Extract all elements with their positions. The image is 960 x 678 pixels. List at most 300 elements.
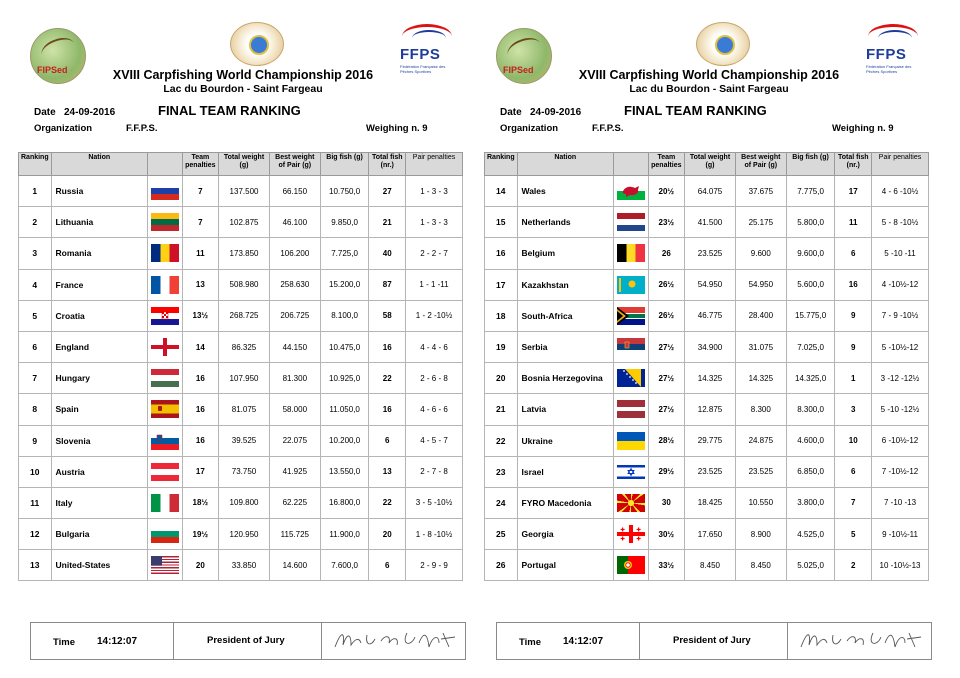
flag-georgia-icon [617,525,645,543]
flag-cell [614,425,649,456]
total-weight-cell: 81.075 [219,394,270,425]
total-weight-cell: 17.650 [685,519,736,550]
total-weight-cell: 23.525 [685,238,736,269]
total-weight-cell: 33.850 [219,550,270,581]
team-penalties-cell: 16 [182,363,219,394]
total-weight-cell: 109.800 [219,487,270,518]
nation-cell: Georgia [517,519,614,550]
best-weight-pair-cell: 46.100 [269,207,320,238]
flag-cell [148,487,183,518]
team-penalties-cell: 27½ [648,394,685,425]
total-fish-cell: 16 [835,269,872,300]
table-row [19,207,463,238]
col-team-penalties: Team penalties [648,153,685,176]
col-ranking: Ranking [19,153,52,176]
best-weight-pair-cell: 44.150 [269,331,320,362]
pair-penalties-cell: 3 -12 -12½ [872,363,929,394]
pair-penalties-cell: 6 -10½-12 [872,425,929,456]
rank-cell: 13 [19,550,52,581]
col-nation: Nation [51,153,148,176]
big-fish-cell: 16.800,0 [320,487,369,518]
nation-cell: United-States [51,550,148,581]
big-fish-cell: 4.525,0 [786,519,835,550]
team-penalties-cell: 14 [182,331,219,362]
flag-cell [614,300,649,331]
total-fish-cell: 7 [835,487,872,518]
total-weight-cell: 39.525 [219,425,270,456]
rank-cell: 2 [19,207,52,238]
big-fish-cell: 8.300,0 [786,394,835,425]
total-fish-cell: 40 [369,238,406,269]
best-weight-pair-cell: 28.400 [735,300,786,331]
document-title: XVIII Carpfishing World Championship 2016 [578,68,840,82]
best-weight-pair-cell: 115.725 [269,519,320,550]
flag-cell [148,300,183,331]
total-fish-cell: 6 [369,425,406,456]
col-ranking: Ranking [485,153,518,176]
total-fish-cell: 9 [835,331,872,362]
organization-label: Organization [34,123,93,134]
rank-cell: 21 [485,394,518,425]
total-fish-cell: 87 [369,269,406,300]
table-row [485,363,929,394]
pair-penalties-cell: 1 - 3 - 3 [406,207,463,238]
total-weight-cell: 41.500 [685,207,736,238]
ranking-sheet-left [18,0,466,678]
big-fish-cell: 10.475,0 [320,331,369,362]
best-weight-pair-cell: 37.675 [735,176,786,207]
flag-cell [148,363,183,394]
pair-penalties-cell: 3 - 5 -10½ [406,487,463,518]
table-row [485,176,929,207]
col-total-weight: Total weight (g) [685,153,736,176]
nation-cell: Wales [517,176,614,207]
nation-cell: Hungary [51,363,148,394]
total-fish-cell: 6 [835,456,872,487]
nation-cell: Serbia [517,331,614,362]
total-fish-cell: 21 [369,207,406,238]
big-fish-cell: 13.550,0 [320,456,369,487]
total-fish-cell: 22 [369,487,406,518]
nation-cell: Israel [517,456,614,487]
big-fish-cell: 5.025,0 [786,550,835,581]
total-weight-cell: 8.450 [685,550,736,581]
date-label: Date [34,107,56,118]
best-weight-pair-cell: 14.600 [269,550,320,581]
nation-cell: Romania [51,238,148,269]
flag-cell [614,519,649,550]
total-fish-cell: 6 [369,550,406,581]
big-fish-cell: 7.725,0 [320,238,369,269]
best-weight-pair-cell: 25.175 [735,207,786,238]
table-row [485,207,929,238]
table-row [485,425,929,456]
team-penalties-cell: 29½ [648,456,685,487]
big-fish-cell: 10.200,0 [320,425,369,456]
team-penalties-cell: 27½ [648,363,685,394]
rank-cell: 9 [19,425,52,456]
championship-emblem [696,22,750,66]
total-fish-cell: 17 [835,176,872,207]
total-weight-cell: 29.775 [685,425,736,456]
pair-penalties-cell: 4 - 6 - 6 [406,394,463,425]
flag-cell [148,550,183,581]
signature [797,625,927,655]
best-weight-pair-cell: 8.450 [735,550,786,581]
col-big-fish: Big fish (g) [786,153,835,176]
big-fish-cell: 8.100,0 [320,300,369,331]
total-weight-cell: 102.875 [219,207,270,238]
rank-cell: 1 [19,176,52,207]
col-nation: Nation [517,153,614,176]
team-penalties-cell: 23½ [648,207,685,238]
big-fish-cell: 10.750,0 [320,176,369,207]
team-penalties-cell: 7 [182,176,219,207]
flag-england-icon [151,338,179,356]
big-fish-cell: 4.600,0 [786,425,835,456]
big-fish-cell: 6.850,0 [786,456,835,487]
team-penalties-cell: 7 [182,207,219,238]
championship-emblem [230,22,284,66]
flag-usa-icon [151,556,179,574]
flag-cell [148,456,183,487]
total-weight-cell: 34.900 [685,331,736,362]
flag-cell [148,207,183,238]
total-weight-cell: 14.325 [685,363,736,394]
best-weight-pair-cell: 10.550 [735,487,786,518]
nation-cell: Belgium [517,238,614,269]
flag-austria-icon [151,463,179,481]
time-label: Time [53,637,76,648]
total-weight-cell: 86.325 [219,331,270,362]
total-weight-cell: 508.980 [219,269,270,300]
flag-cell [614,238,649,269]
nation-cell: England [51,331,148,362]
flag-netherlands-icon [617,213,645,231]
rank-cell: 23 [485,456,518,487]
flag-cell [614,456,649,487]
date-value: 24-09-2016 [64,107,116,118]
big-fish-cell: 5.600,0 [786,269,835,300]
pair-penalties-cell: 2 - 2 - 7 [406,238,463,269]
flag-cell [614,550,649,581]
pair-penalties-cell: 1 - 2 -10½ [406,300,463,331]
nation-cell: Portugal [517,550,614,581]
table-row [19,394,463,425]
flag-croatia-icon [151,307,179,325]
total-fish-cell: 22 [369,363,406,394]
total-weight-cell: 64.075 [685,176,736,207]
big-fish-cell: 15.775,0 [786,300,835,331]
big-fish-cell: 9.850,0 [320,207,369,238]
total-weight-cell: 137.500 [219,176,270,207]
rank-cell: 8 [19,394,52,425]
total-weight-cell: 173.850 [219,238,270,269]
team-penalties-cell: 19½ [182,519,219,550]
table-row [485,300,929,331]
weighing-number: Weighing n. 9 [366,123,428,134]
team-penalties-cell: 26½ [648,300,685,331]
team-penalties-cell: 26 [648,238,685,269]
nation-cell: France [51,269,148,300]
nation-cell: Austria [51,456,148,487]
table-row [485,394,929,425]
table-row [485,238,929,269]
best-weight-pair-cell: 258.630 [269,269,320,300]
weighing-number: Weighing n. 9 [832,123,894,134]
rank-cell: 6 [19,331,52,362]
flag-portugal-icon [617,556,645,574]
rank-cell: 17 [485,269,518,300]
table-row [485,331,929,362]
total-weight-cell: 12.875 [685,394,736,425]
team-penalties-cell: 30 [648,487,685,518]
team-penalties-cell: 16 [182,394,219,425]
best-weight-pair-cell: 14.325 [735,363,786,394]
total-fish-cell: 10 [835,425,872,456]
col-best-weight-pair: Best weight of Pair (g) [269,153,320,176]
team-penalties-cell: 30½ [648,519,685,550]
nation-cell: Lithuania [51,207,148,238]
rank-cell: 10 [19,456,52,487]
flag-italy-icon [151,494,179,512]
total-fish-cell: 2 [835,550,872,581]
big-fish-cell: 11.050,0 [320,394,369,425]
big-fish-cell: 3.800,0 [786,487,835,518]
report-title: FINAL TEAM RANKING [158,103,301,118]
rank-cell: 15 [485,207,518,238]
best-weight-pair-cell: 9.600 [735,238,786,269]
pair-penalties-cell: 4 - 6 -10½ [872,176,929,207]
time-value: 14:12:07 [97,636,138,647]
rank-cell: 24 [485,487,518,518]
team-penalties-cell: 18½ [182,487,219,518]
flag-france-icon [151,276,179,294]
nation-cell: FYRO Macedonia [517,487,614,518]
nation-cell: Spain [51,394,148,425]
team-penalties-cell: 13 [182,269,219,300]
rank-cell: 5 [19,300,52,331]
big-fish-cell: 7.600,0 [320,550,369,581]
rank-cell: 20 [485,363,518,394]
nation-cell: Bosnia Herzegovina [517,363,614,394]
col-big-fish: Big fish (g) [320,153,369,176]
flag-bulgaria-icon [151,525,179,543]
flag-serbia-icon [617,338,645,356]
pair-penalties-cell: 2 - 9 - 9 [406,550,463,581]
team-penalties-cell: 27½ [648,331,685,362]
document-subtitle: Lac du Bourdon - Saint Fargeau [163,83,323,95]
flag-cell [614,176,649,207]
total-fish-cell: 16 [369,331,406,362]
rank-cell: 25 [485,519,518,550]
best-weight-pair-cell: 41.925 [269,456,320,487]
big-fish-cell: 5.800,0 [786,207,835,238]
table-row [19,238,463,269]
table-row [19,456,463,487]
flag-cell [148,238,183,269]
col-flag [148,153,183,176]
nation-cell: Croatia [51,300,148,331]
total-fish-cell: 27 [369,176,406,207]
team-penalties-cell: 28½ [648,425,685,456]
big-fish-cell: 9.600,0 [786,238,835,269]
pair-penalties-cell: 10 -10½-13 [872,550,929,581]
big-fish-cell: 7.025,0 [786,331,835,362]
report-title: FINAL TEAM RANKING [624,103,767,118]
pair-penalties-cell: 2 - 6 - 8 [406,363,463,394]
flag-cell [614,207,649,238]
president-of-jury-label: President of Jury [673,635,751,646]
flag-bosnia-icon [617,369,645,387]
date-value: 24-09-2016 [530,107,582,118]
total-fish-cell: 58 [369,300,406,331]
table-row [19,269,463,300]
total-fish-cell: 6 [835,238,872,269]
nation-cell: Kazakhstan [517,269,614,300]
nation-cell: Bulgaria [51,519,148,550]
flag-hungary-icon [151,369,179,387]
rank-cell: 16 [485,238,518,269]
signature [331,625,461,655]
table-row [19,487,463,518]
organization-value: F.F.P.S. [592,123,624,134]
total-fish-cell: 20 [369,519,406,550]
rank-cell: 19 [485,331,518,362]
best-weight-pair-cell: 106.200 [269,238,320,269]
rank-cell: 14 [485,176,518,207]
pair-penalties-cell: 4 - 5 - 7 [406,425,463,456]
total-weight-cell: 120.950 [219,519,270,550]
fipsed-logo: FIPSed [30,28,86,84]
best-weight-pair-cell: 8.300 [735,394,786,425]
pair-penalties-cell: 5 -10 -12½ [872,394,929,425]
fipsed-logo: FIPSed [496,28,552,84]
total-weight-cell: 107.950 [219,363,270,394]
flag-cell [614,394,649,425]
nation-cell: Russia [51,176,148,207]
total-weight-cell: 46.775 [685,300,736,331]
rank-cell: 12 [19,519,52,550]
flag-cell [614,363,649,394]
team-penalties-cell: 17 [182,456,219,487]
nation-cell: South-Africa [517,300,614,331]
col-total-fish: Total fish (nr.) [835,153,872,176]
rank-cell: 22 [485,425,518,456]
rank-cell: 26 [485,550,518,581]
pair-penalties-cell: 1 - 1 -11 [406,269,463,300]
flag-cell [614,269,649,300]
pair-penalties-cell: 9 -10½-11 [872,519,929,550]
team-penalties-cell: 11 [182,238,219,269]
organization-value: F.F.P.S. [126,123,158,134]
table-row [19,300,463,331]
ranking-sheet-right [484,0,932,678]
document-subtitle: Lac du Bourdon - Saint Fargeau [629,83,789,95]
flag-cell [148,425,183,456]
ffps-logo: FFPS Fédération Française des Pêches Sportives [864,24,924,72]
best-weight-pair-cell: 206.725 [269,300,320,331]
flag-cell [614,331,649,362]
table-row [485,519,929,550]
pair-penalties-cell: 4 - 4 - 6 [406,331,463,362]
flag-southafrica-icon [617,307,645,325]
flag-spain-icon [151,400,179,418]
pair-penalties-cell: 7 -10½-12 [872,456,929,487]
col-best-weight-pair: Best weight of Pair (g) [735,153,786,176]
pair-penalties-cell: 7 -10 -13 [872,487,929,518]
table-row [19,331,463,362]
col-pair-penalties: Pair penalties [406,153,463,176]
total-weight-cell: 268.725 [219,300,270,331]
rank-cell: 11 [19,487,52,518]
best-weight-pair-cell: 8.900 [735,519,786,550]
footer-box [30,622,466,660]
table-row [19,550,463,581]
table-row [19,176,463,207]
total-fish-cell: 3 [835,394,872,425]
best-weight-pair-cell: 66.150 [269,176,320,207]
table-row [19,425,463,456]
col-flag [614,153,649,176]
big-fish-cell: 15.200,0 [320,269,369,300]
flag-wales-icon [617,182,645,200]
table-row [485,456,929,487]
col-total-fish: Total fish (nr.) [369,153,406,176]
ffps-logo: FFPS Fédération Française des Pêches Sportives [398,24,458,72]
date-label: Date [500,107,522,118]
flag-israel-icon [617,463,645,481]
flag-cell [614,487,649,518]
table-row [485,269,929,300]
nation-cell: Netherlands [517,207,614,238]
team-penalties-cell: 13½ [182,300,219,331]
table-row [19,519,463,550]
time-label: Time [519,637,542,648]
total-weight-cell: 54.950 [685,269,736,300]
ranking-table [484,152,929,581]
total-fish-cell: 16 [369,394,406,425]
best-weight-pair-cell: 23.525 [735,456,786,487]
ranking-table [18,152,463,581]
best-weight-pair-cell: 31.075 [735,331,786,362]
pair-penalties-cell: 5 - 8 -10½ [872,207,929,238]
nation-cell: Slovenia [51,425,148,456]
total-fish-cell: 11 [835,207,872,238]
pair-penalties-cell: 2 - 7 - 8 [406,456,463,487]
pair-penalties-cell: 1 - 3 - 3 [406,176,463,207]
big-fish-cell: 11.900,0 [320,519,369,550]
best-weight-pair-cell: 62.225 [269,487,320,518]
total-weight-cell: 18.425 [685,487,736,518]
pair-penalties-cell: 5 -10½-12 [872,331,929,362]
flag-cell [148,176,183,207]
table-row [485,487,929,518]
flag-romania-icon [151,244,179,262]
pair-penalties-cell: 5 -10 -11 [872,238,929,269]
best-weight-pair-cell: 81.300 [269,363,320,394]
president-of-jury-label: President of Jury [207,635,285,646]
pair-penalties-cell: 1 - 8 -10½ [406,519,463,550]
rank-cell: 18 [485,300,518,331]
best-weight-pair-cell: 54.950 [735,269,786,300]
table-row [19,363,463,394]
total-weight-cell: 73.750 [219,456,270,487]
total-fish-cell: 9 [835,300,872,331]
flag-cell [148,269,183,300]
big-fish-cell: 10.925,0 [320,363,369,394]
flag-cell [148,394,183,425]
